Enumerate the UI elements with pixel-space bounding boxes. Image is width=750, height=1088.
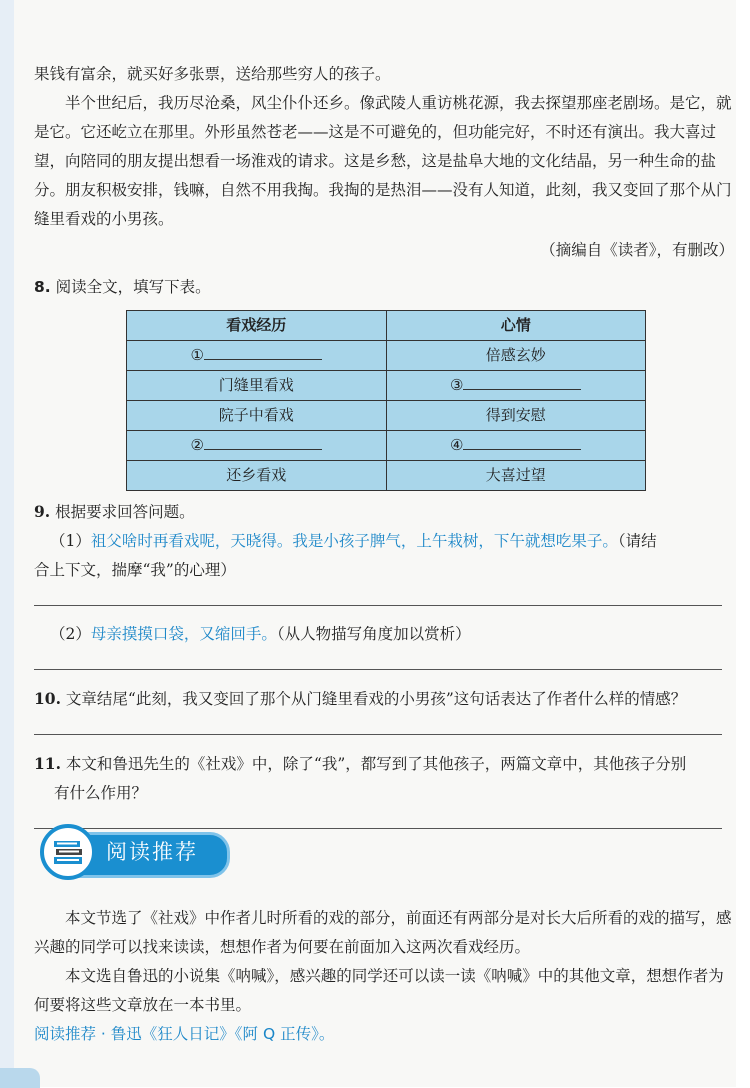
- table-cell: 门缝里看戏: [127, 371, 387, 401]
- question-8: [34, 273, 734, 302]
- question-number: 8.: [34, 278, 51, 296]
- question-9-2: [34, 620, 734, 649]
- table-header: 看戏经历: [127, 311, 387, 341]
- answer-blank[interactable]: [204, 343, 322, 360]
- table-cell[interactable]: ④: [386, 431, 646, 461]
- requirement-text: （请结: [617, 532, 657, 550]
- question-9: [34, 497, 734, 527]
- table-header: 心情: [386, 311, 646, 341]
- table-cell: 还乡看戏: [127, 461, 387, 491]
- answer-blank[interactable]: [463, 433, 581, 450]
- table-row: [127, 371, 646, 401]
- sub-number: （1）: [50, 532, 91, 550]
- question-number: 10.: [34, 689, 61, 708]
- experience-table: [126, 310, 646, 491]
- question-10: [34, 684, 734, 714]
- answer-blank[interactable]: [463, 373, 581, 390]
- question-number: 11.: [34, 754, 61, 773]
- table-row: [127, 461, 646, 491]
- quoted-sentence: 祖父啥时再看戏呢，天晓得。我是小孩子脾气，上午栽树，下午就想吃果子。: [90, 532, 618, 550]
- answer-line[interactable]: [34, 669, 722, 670]
- recommend-paragraph: 本文节选了《社戏》中作者儿时所看的戏的部分，前面还有两部分是对长大后所看的戏的描写，感兴趣的同学可以找来读读，想想作者为何要在前面加入这两次看戏经历。: [34, 909, 732, 956]
- requirement-text-cont: 合上下文，揣摩“我”的心理）: [34, 561, 236, 579]
- question-11: [34, 749, 734, 779]
- table-cell[interactable]: ③: [386, 371, 646, 401]
- table-cell: 倍感玄妙: [386, 341, 646, 371]
- passage-paragraph: 半个世纪后，我历尽沧桑，风尘仆仆还乡。像武陵人重访桃花源，我去探望那座老剧场。是它，就是它。它还屹立在那里。外形虽然苍老——这是不可避免的，但功能完好，不时还有演出。我大喜过望，向陪同的朋友提出想看一场淮戏的请求。这是乡愁，这是盐阜大地的文化结晶，另一种生命的盐分。朋友积极安排，钱嘛，自然不用我掏。我掏的是热泪——没有人知道，此刻，我又变回了那个从门缝里看戏的小男孩。: [34, 94, 732, 228]
- table-cell: 得到安慰: [386, 401, 646, 431]
- question-text: 阅读全文，填写下表。: [55, 278, 211, 296]
- answer-line[interactable]: [34, 605, 722, 606]
- reading-recommend-badge: [40, 824, 230, 880]
- sub-number: （2）: [50, 625, 91, 643]
- table-header-row: [127, 311, 646, 341]
- table-cell: 院子中看戏: [127, 401, 387, 431]
- quoted-sentence: 母亲摸摸口袋，又缩回手。: [90, 625, 277, 643]
- question-number: 9.: [34, 502, 51, 521]
- source-note: （摘编自《读者》，有删改）: [540, 241, 734, 259]
- question-text-cont: 有什么作用？: [54, 784, 148, 802]
- answer-line[interactable]: [34, 734, 722, 735]
- recommend-section: [34, 904, 734, 1049]
- main-content: [34, 60, 734, 843]
- recommend-paragraph: 本文选自鲁迅的小说集《呐喊》，感兴趣的同学还可以读一读《呐喊》中的其他文章，想想作者为何要将这些文章放在一本书里。: [34, 967, 724, 1014]
- books-icon: [52, 838, 86, 868]
- question-text: 文章结尾“此刻，我又变回了那个从门缝里看戏的小男孩”这句话表达了作者什么样的情感？: [65, 690, 687, 708]
- table-row: [127, 401, 646, 431]
- question-text: 本文和鲁迅先生的《社戏》中，除了“我”，都写到了其他孩子，两篇文章中，其他孩子分别: [65, 755, 687, 773]
- badge-title: 阅读推荐: [106, 840, 198, 864]
- table-row: [127, 431, 646, 461]
- table-row: [127, 341, 646, 371]
- table-cell[interactable]: ①: [127, 341, 387, 371]
- page-edge: [0, 0, 14, 1087]
- question-9-1: [34, 527, 734, 556]
- answer-blank[interactable]: [204, 433, 322, 450]
- question-text: 根据要求回答问题。: [55, 503, 195, 521]
- table-cell[interactable]: ②: [127, 431, 387, 461]
- recommend-footer: 阅读推荐 · 鲁迅《狂人日记》《阿 Q 正传》。: [34, 1025, 335, 1043]
- requirement-text: （从人物描写角度加以赏析）: [276, 625, 471, 643]
- table-cell: 大喜过望: [386, 461, 646, 491]
- page-corner-tab: [0, 1068, 40, 1088]
- passage-line: 果钱有富余，就买好多张票，送给那些穷人的孩子。: [34, 65, 391, 83]
